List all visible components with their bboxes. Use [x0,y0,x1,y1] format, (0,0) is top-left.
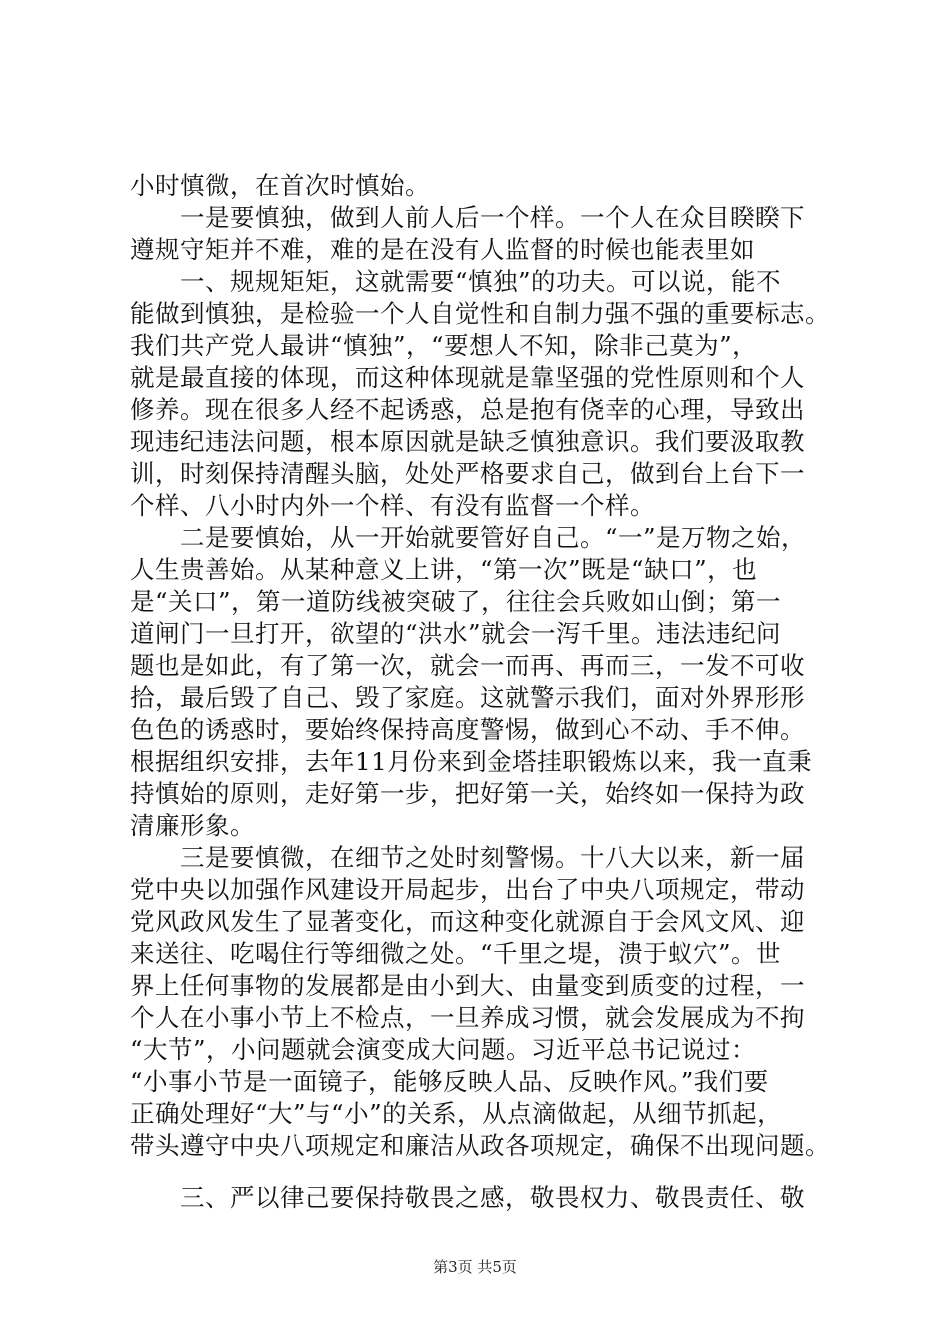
text-line: 人生贵善始。从某种意义上讲，“第一次”既是“缺口”，也 [130,555,758,584]
text-line: 根据组织安排，去年11月份来到金塔挂职锻炼以来，我一直秉 [130,747,813,776]
text-line: 一、规规矩矩，这就需要“慎独”的功夫。可以说，能不 [180,267,782,296]
text-line: 能做到慎独，是检验一个人自觉性和自制力强不强的重要标志。 [130,299,830,328]
text-line: 个样、八小时内外一个样、有没有监督一个样。 [130,491,655,520]
text-line: 是“关口”，第一道防线被突破了，往往会兵败如山倒；第一 [130,587,782,616]
text-line: 界上任何事物的发展都是由小到大、由量变到质变的过程，一 [130,971,805,1000]
text-line: “小事小节是一面镜子，能够反映人品、反映作风。”我们要 [130,1067,769,1096]
section-heading-line: 三、严以律己要保持敬畏之感，敬畏权力、敬畏责任、敬 [180,1183,805,1212]
text-line: 清廉形象。 [130,811,255,840]
text-line: 个人在小事小节上不检点，一旦养成习惯，就会发展成为不拘 [130,1003,805,1032]
page-footer: 第3页 共5页 [433,1258,517,1276]
text-line: 正确处理好“大”与“小”的关系，从点滴做起，从细节抓起， [130,1099,783,1128]
text-line: 现违纪违法问题，根本原因就是缺乏慎独意识。我们要汲取教 [130,427,805,456]
text-line: 色色的诱惑时，要始终保持高度警惕，做到心不动、手不伸。 [130,715,805,744]
text-line: 修养。现在很多人经不起诱惑，总是抱有侥幸的心理，导致出 [130,395,805,424]
text-line: 持慎始的原则，走好第一步，把好第一关，始终如一保持为政 [130,779,805,808]
document-body [130,170,840,1214]
text-line: 训，时刻保持清醒头脑，处处严格要求自己，做到台上台下一 [130,459,805,488]
paragraph-start-line: 一是要慎独，做到人前人后一个样。一个人在众目睽睽下 [180,203,805,232]
text-line: 来送往、吃喝住行等细微之处。“千里之堤，溃于蚁穴”。世 [130,939,782,968]
text-line: 拾，最后毁了自己、毁了家庭。这就警示我们，面对外界形形 [130,683,805,712]
paragraph-gap [130,1162,840,1182]
text-line: 党风政风发生了显著变化，而这种变化就源自于会风文风、迎 [130,907,805,936]
text-line: 我们共产党人最讲“慎独”，“要想人不知，除非己莫为”， [130,331,758,360]
paragraph-start-line: 二是要慎始，从一开始就要管好自己。“一”是万物之始， [180,523,807,552]
text-line: “大节”，小问题就会演变成大问题。习近平总书记说过： [130,1035,757,1064]
text-line: 题也是如此，有了第一次，就会一而再、再而三，一发不可收 [130,651,805,680]
text-line: 道闸门一旦打开，欲望的“洪水”就会一泻千里。违法违纪问 [130,619,782,648]
text-line: 就是最直接的体现，而这种体现就是靠坚强的党性原则和个人 [130,363,805,392]
text-line: 小时慎微，在首次时慎始。 [130,171,430,200]
text-line: 党中央以加强作风建设开局起步，出台了中央八项规定，带动 [130,875,805,904]
paragraph-start-line: 三是要慎微，在细节之处时刻警惕。十八大以来，新一届 [180,843,805,872]
text-line: 带头遵守中央八项规定和廉洁从政各项规定，确保不出现问题。 [130,1131,830,1160]
text-line: 遵规守矩并不难，难的是在没有人监督的时候也能表里如 [130,235,755,264]
